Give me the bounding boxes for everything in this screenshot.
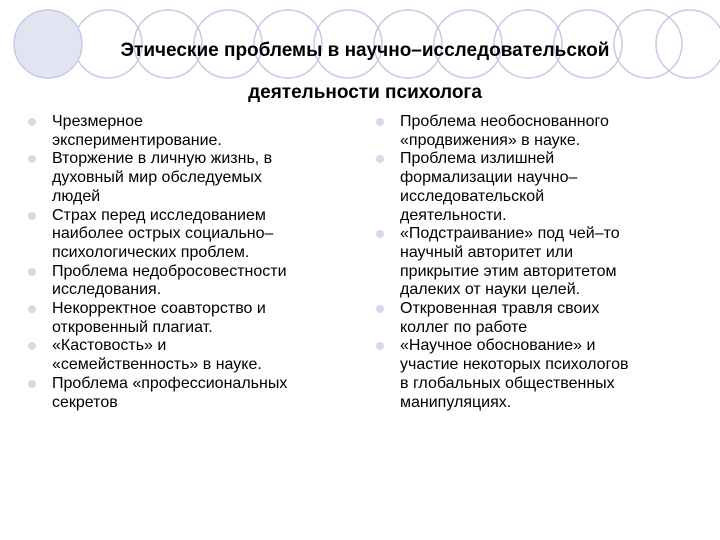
list-item-line: Проблема недобросовестности [52,262,287,280]
list-item-line: исследования. [52,281,162,299]
bullet-icon [28,118,36,126]
list-item-line: прикрытие этим авторитетом [400,262,617,280]
bullet-icon [376,155,384,163]
list-item [28,113,348,150]
bullet-icon [376,230,384,238]
bullet-icon [28,155,36,163]
list-item-line: Некорректное соавторство и [52,300,266,318]
list-item-line: людей [52,187,101,205]
list-item-line: наиболее острых социально– [52,225,274,243]
title-line-2: деятельности психолога [248,82,482,103]
bullet-icon [376,305,384,313]
list-item-line: Проблема излишней [400,150,555,168]
list-item [28,337,348,374]
list-item [28,375,348,412]
slide-title [40,30,690,114]
list-item-line: откровенный плагиат. [52,318,213,336]
right-problem-list [376,113,696,412]
list-item-line: секретов [52,393,118,411]
list-item-line: далеких от науки целей. [400,281,581,299]
list-item-line: «продвижения» в науке. [400,131,581,149]
list-item [28,300,348,337]
list-item [376,300,696,337]
list-item-line: духовный мир обследуемых [52,169,262,187]
list-item-line: «Подстраивание» под чей–то [400,225,620,243]
bullet-icon [376,342,384,350]
list-item-line: психологических проблем. [52,243,250,261]
list-item-line: деятельности. [400,206,507,224]
list-item-line: Чрезмерное [52,113,143,130]
list-item [376,225,696,300]
list-item-line: «семейственность» в науке. [52,356,262,374]
list-item-line: Проблема необоснованного [400,113,609,130]
list-item-line: научный авторитет или [400,243,574,261]
bullet-icon [28,380,36,388]
list-item [376,150,696,225]
list-item-line: Проблема «профессиональных [52,374,288,392]
list-item-line: коллег по работе [400,318,528,336]
bullet-icon [28,342,36,350]
list-item-line: «Научное обоснование» и [400,337,596,355]
list-item-line: формализации научно– [400,169,578,187]
bullet-icon [28,305,36,313]
bullet-icon [376,118,384,126]
list-item-line: исследовательской [400,187,545,205]
list-item-line: Страх перед исследованием [52,206,266,224]
list-item-line: участие некоторых психологов [400,356,629,374]
left-problem-list [28,113,348,412]
list-item [28,150,348,206]
list-item-line: манипуляциях. [400,393,512,411]
list-item-line: Откровенная травля своих [400,300,600,318]
list-item-line: Вторжение в личную жизнь, в [52,150,273,168]
list-item [376,113,696,150]
list-item-line: «Кастовость» и [52,337,167,355]
list-item [28,263,348,300]
bullet-icon [28,212,36,220]
list-item [28,207,348,263]
list-item [376,337,696,412]
list-item-line: в глобальных общественных [400,374,615,392]
bullet-icon [28,268,36,276]
list-item-line: экспериментирование. [52,131,222,149]
title-line-1: Этические проблемы в научно–исследовательской [120,40,610,61]
